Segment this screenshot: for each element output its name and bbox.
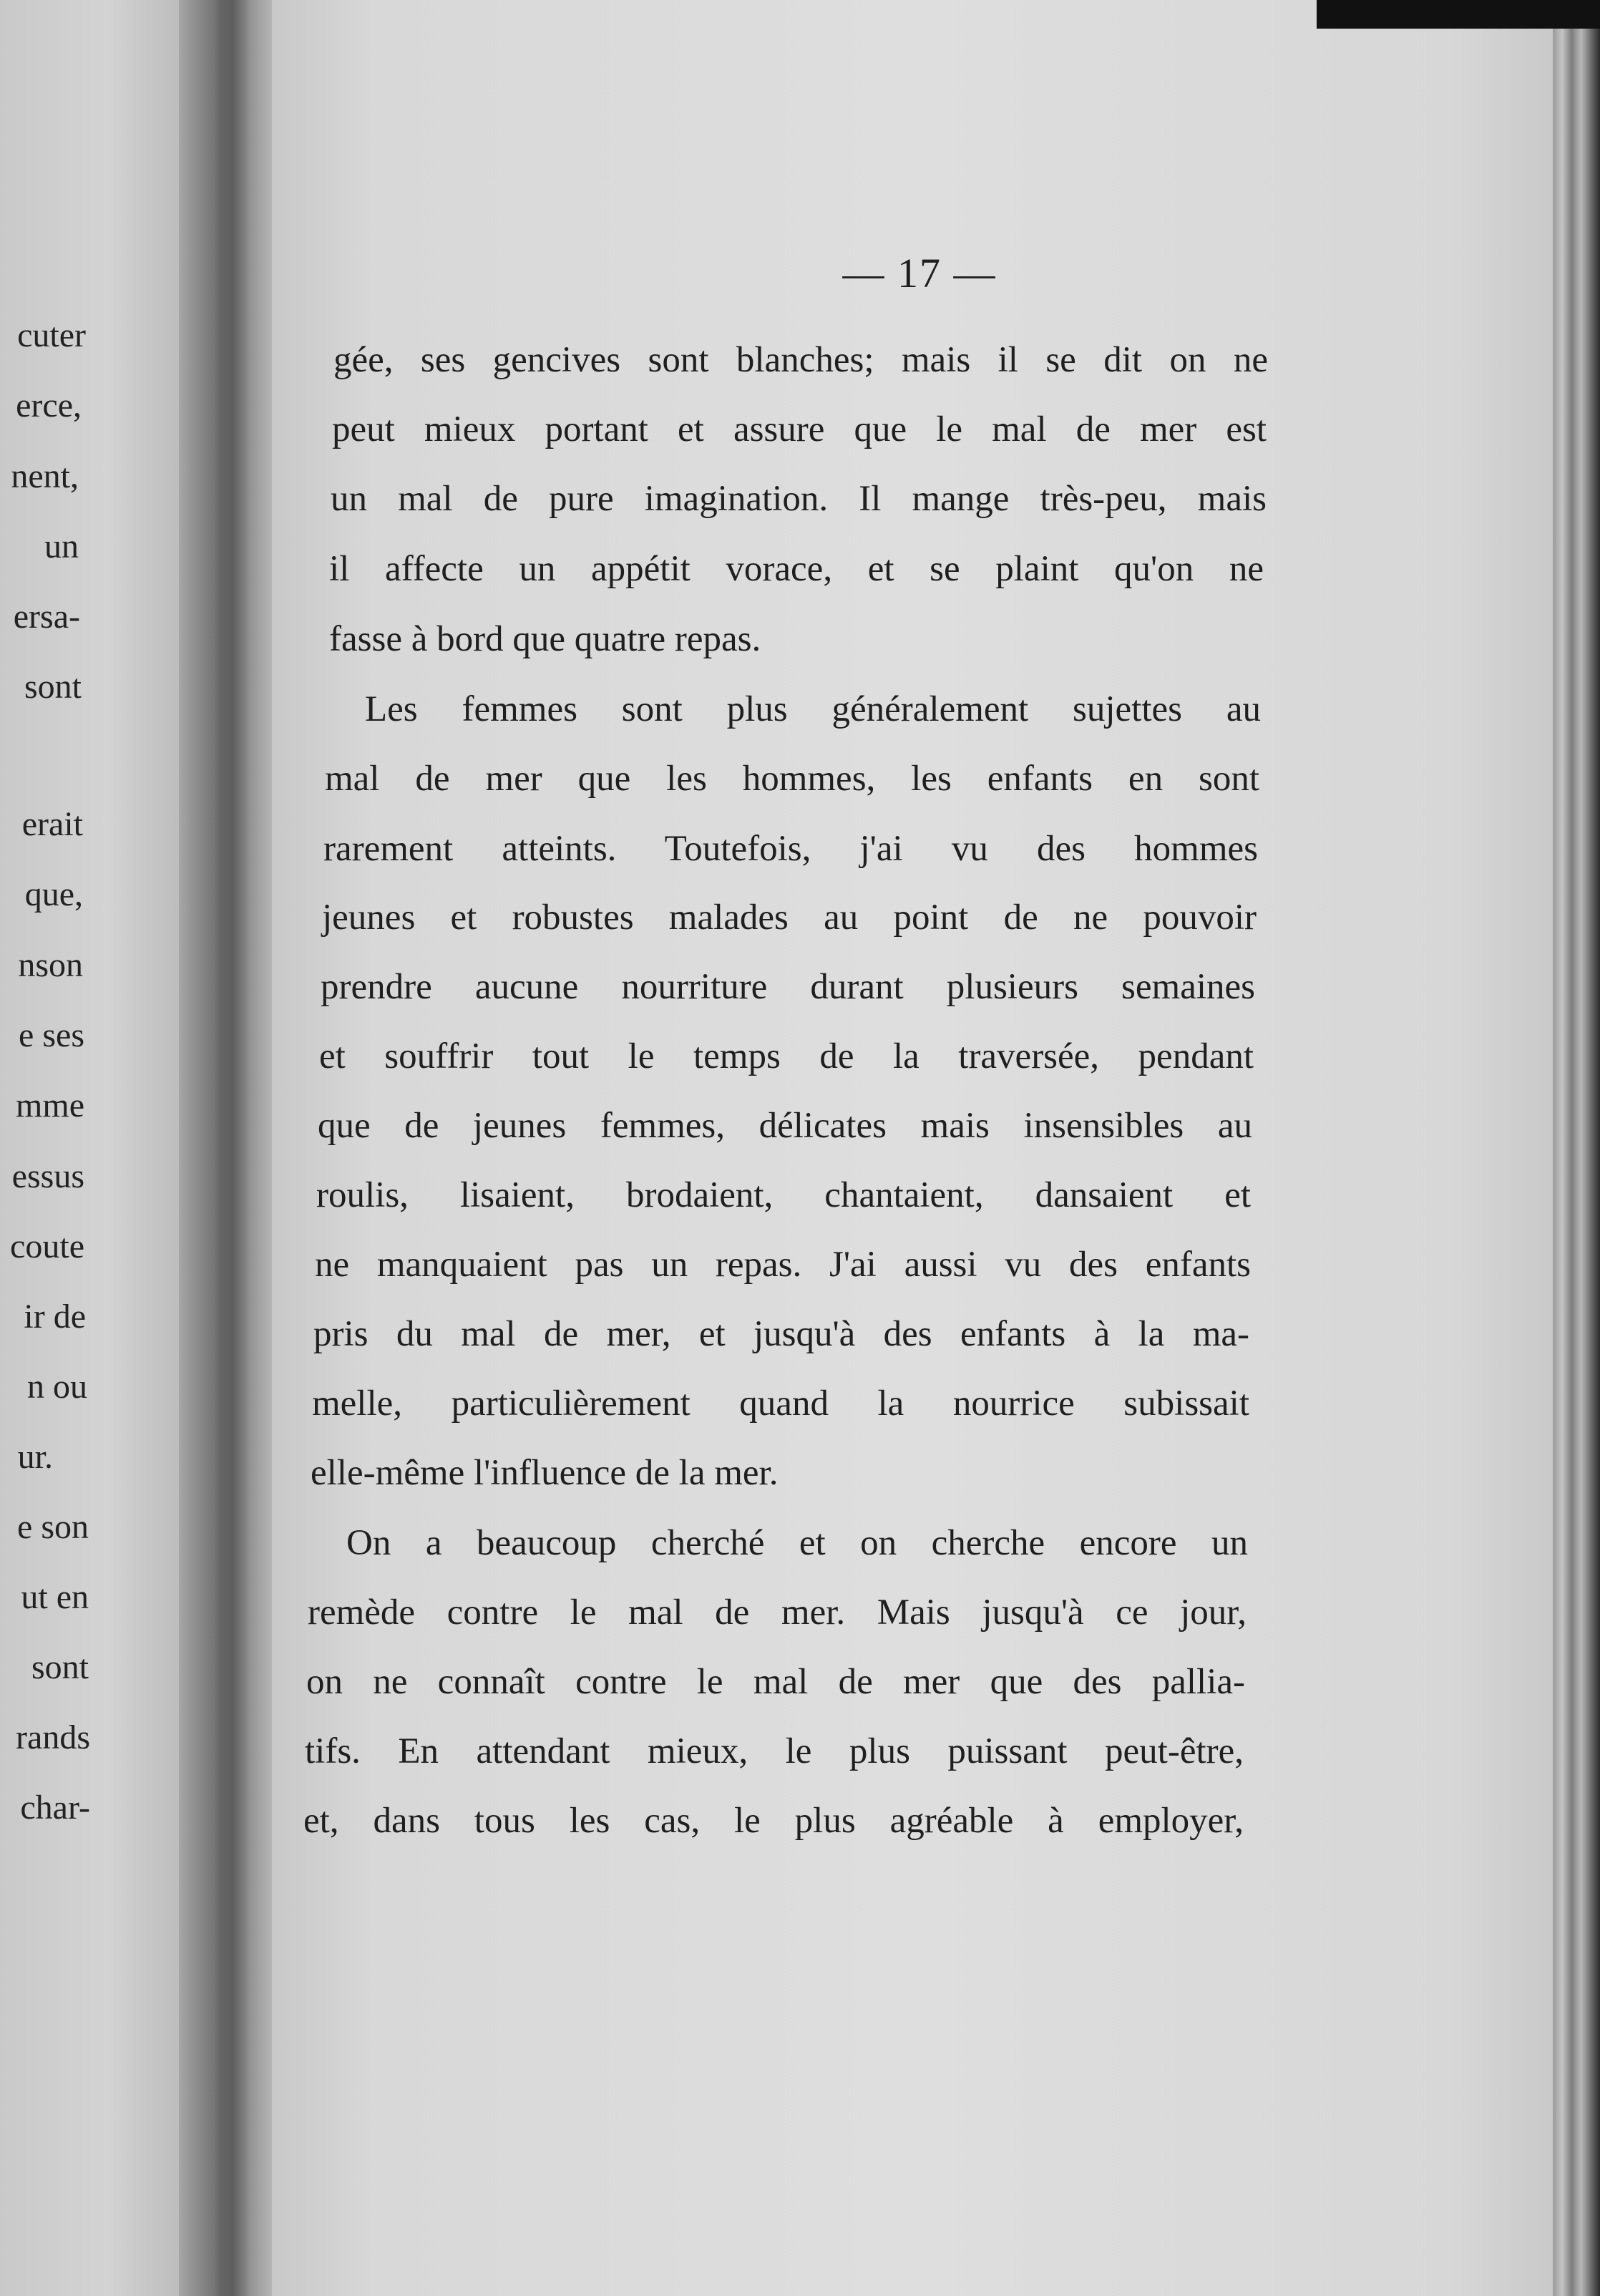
- text-line: un mal de pure imagination. Il mange très-peu, mais: [331, 479, 1267, 519]
- left-page-fragment: sont: [24, 668, 82, 706]
- text-line: mal de mer que les hommes, les enfants en sont: [325, 759, 1259, 799]
- page-number: — 17 —: [842, 250, 997, 296]
- left-page-fragment: cuter: [17, 316, 86, 354]
- text-line: tifs. En attendant mieux, le plus puissant peut-être,: [305, 1731, 1244, 1771]
- text-line: pris du mal de mer, et jusqu'à des enfants à la ma-: [313, 1314, 1249, 1354]
- text-line: et souffrir tout le temps de la traversée, pendant: [319, 1036, 1254, 1076]
- text-line: gée, ses gencives sont blanches; mais il se dit on ne: [333, 340, 1268, 380]
- text-line: elle-même l'influence de la mer.: [311, 1453, 779, 1493]
- text-line: melle, particulièrement quand la nourrice subissait: [312, 1383, 1249, 1424]
- left-page: [0, 0, 179, 2296]
- text-line: On a beaucoup cherché et on cherche encore un: [346, 1523, 1248, 1563]
- left-page-fragment: rands: [16, 1718, 90, 1756]
- left-page-fragment: ut en: [21, 1578, 89, 1616]
- left-page-fragment: essus: [11, 1157, 84, 1195]
- left-page-fragment: n ou: [27, 1368, 87, 1406]
- scan-border: [1317, 0, 1600, 29]
- left-page-fragment: mme: [16, 1086, 84, 1124]
- left-page-fragment: ersa-: [13, 598, 80, 636]
- text-line: que de jeunes femmes, délicates mais insensibles au: [318, 1106, 1252, 1146]
- left-page-fragment: nson: [18, 946, 83, 984]
- text-line: il affecte un appétit vorace, et se plaint qu'on ne: [329, 549, 1264, 589]
- left-page-fragment: char-: [20, 1789, 90, 1826]
- text-line: roulis, lisaient, brodaient, chantaient, dansaient et: [316, 1175, 1251, 1215]
- left-page-fragment: sont: [31, 1648, 89, 1686]
- left-page-fragment: coute: [10, 1227, 84, 1265]
- left-page-fragment: un: [44, 527, 79, 565]
- text-line: Les femmes sont plus généralement sujettes au: [365, 689, 1261, 729]
- left-page-fragment: e son: [17, 1508, 89, 1546]
- left-page-fragment: erait: [21, 805, 83, 843]
- page-edge: [1553, 21, 1600, 2296]
- gutter-shadow: [215, 0, 250, 2296]
- text-line: rarement atteints. Toutefois, j'ai vu des hommes: [323, 829, 1258, 869]
- text-line: prendre aucune nourriture durant plusieurs semaines: [321, 967, 1255, 1007]
- text-line: fasse à bord que quatre repas.: [329, 619, 761, 659]
- text-line: jeunes et robustes malades au point de ne pouvoir: [322, 898, 1257, 938]
- left-page-fragment: e ses: [19, 1016, 84, 1054]
- text-line: peut mieux portant et assure que le mal de mer est: [332, 409, 1267, 449]
- text-line: ne manquaient pas un repas. J'ai aussi vu des enfants: [315, 1245, 1251, 1285]
- text-line: remède contre le mal de mer. Mais jusqu'à ce jour,: [308, 1592, 1247, 1633]
- text-line: on ne connaît contre le mal de mer que des pallia-: [306, 1662, 1245, 1702]
- left-page-fragment: nent,: [11, 457, 79, 495]
- text-line: et, dans tous les cas, le plus agréable à employer,: [303, 1801, 1244, 1841]
- left-page-fragment: ur.: [17, 1438, 53, 1476]
- left-page-fragment: ir de: [24, 1298, 86, 1336]
- left-page-fragment: que,: [24, 875, 83, 913]
- left-page-fragment: erce,: [16, 386, 82, 424]
- right-page: [272, 0, 1553, 2296]
